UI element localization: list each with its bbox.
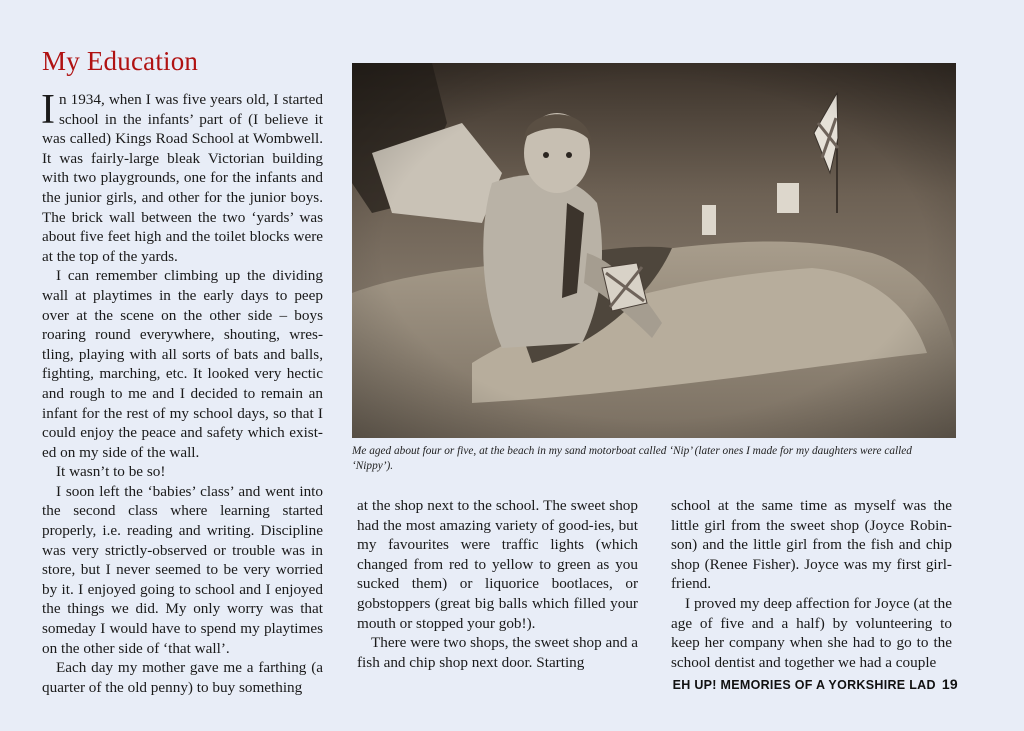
text-column-3 xyxy=(671,496,952,672)
beach-photo xyxy=(352,63,956,438)
photo-caption: Me aged about four or five, at the beach in my sand motorboat called ‘Nip’ (later ones I made for my daughters were called ‘Nippy’). xyxy=(352,445,912,472)
paragraph: at the shop next to the school. The sweet shop had the most amazing variety of good-ies, but my favourites were traffic lights (which changed from red to yellow to green as you sucked them) or liquorice bootlaces, or gobstoppers (great big balls which filled your mouth or stopped your gob!). xyxy=(357,497,638,632)
paragraph: It wasn’t to be so! xyxy=(56,463,166,481)
paragraph: school at the same time as myself was the little girl from the sweet shop (Joyce Robin-son) and the little girl from the fish and chip shop (Renee Fisher). Joyce was my first girl-friend. xyxy=(671,497,952,593)
paragraph: I can remember climbing up the dividing wall at playtimes in the early days to peep over at the scene on the other side – boys roaring round everywhere, shouting, wres-tling, playing with all sorts of bats and balls, fighting, marching, etc. It looked very hectic and rough to me and I decided to remain an infant for the rest of my school days, so that I could enjoy the peace and safety which exist-ed on my side of the wall. xyxy=(42,267,323,461)
book-title: EH UP! MEMORIES OF A YORKSHIRE LAD xyxy=(672,678,936,692)
page-title: My Education xyxy=(42,46,199,76)
drop-cap: I xyxy=(41,87,55,133)
text-column-1 xyxy=(41,87,323,697)
paragraph: Each day my mother gave me a farthing (a quarter of the old penny) to buy something xyxy=(42,659,323,696)
text-column-2 xyxy=(357,496,638,672)
paragraph: In 1934, when I was five years old, I started school in the infants’ part of (I believe it was called) Kings Road School at Wombwell. It was fairly-large bleak Victorian building with two playgrounds, one for the infants and the junior girls, and other for the junior boys. The brick wall between the two ‘yards’ was about five feet high and the toilet blocks were at the top of the yards. xyxy=(41,87,323,265)
paragraph: I proved my deep affection for Joyce (at the age of five and a half) by volunteering to keep her company when she had to go to the school dentist and together we had a couple xyxy=(671,594,952,671)
running-footer xyxy=(673,676,958,692)
page-number: 19 xyxy=(941,676,958,692)
paragraph: I soon left the ‘babies’ class’ and went into the second class where learning started properly, i.e. reading and writing. Discipline was very strictly-observed or trouble was in store, but I never seemed to be very worried by it. I enjoyed going to school and I enjoyed the things we did. My only worry was that someday I would have to spend my playtimes on the other side of ‘that wall’. xyxy=(42,482,323,657)
paragraph: There were two shops, the sweet shop and a fish and chip shop next door. Starting xyxy=(357,634,638,671)
